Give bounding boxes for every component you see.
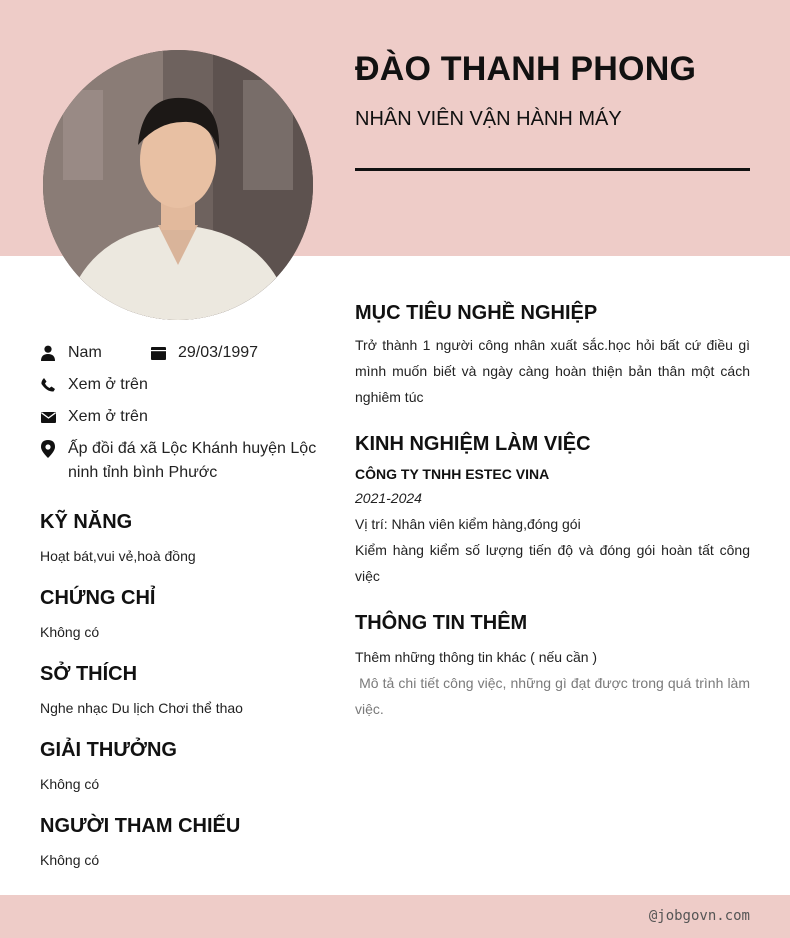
hobbies-text: Nghe nhạc Du lịch Chơi thể thao <box>40 700 243 716</box>
address-row <box>40 437 320 485</box>
experience-title: KINH NGHIỆM LÀM VIỆC <box>355 433 591 455</box>
birthdate-value: 29/03/1997 <box>178 344 259 361</box>
birthdate-row <box>150 341 258 365</box>
profile-photo <box>43 50 313 320</box>
awards-title: GIẢI THƯỞNG <box>40 739 177 761</box>
additional-line1: Thêm những thông tin khác ( nếu cần ) <box>355 649 598 665</box>
company-name: CÔNG TY TNHH ESTEC VINA <box>355 466 550 482</box>
watermark: @jobgovn.com <box>648 908 750 924</box>
gender-value: Nam <box>68 344 102 361</box>
email-row <box>40 405 148 429</box>
references-text: Không có <box>40 852 100 868</box>
address-value: Ấp đồi đá xã Lộc Khánh huyện Lộc ninh tỉnh bình Phước <box>68 440 317 481</box>
references-title: NGƯỜI THAM CHIẾU <box>40 815 241 837</box>
work-position: Vị trí: Nhân viên kiểm hàng,đóng gói <box>355 516 581 532</box>
email-value: Xem ở trên <box>68 408 148 425</box>
hobbies-title: SỞ THÍCH <box>40 663 138 685</box>
phone-icon <box>40 373 56 397</box>
title-divider <box>355 168 750 171</box>
candidate-name: ĐÀO THANH PHONG <box>355 50 697 88</box>
avatar <box>43 50 313 320</box>
skills-title: KỸ NĂNG <box>40 511 133 533</box>
skills-text: Hoạt bát,vui vẻ,hoà đồng <box>40 548 196 564</box>
certificates-text: Không có <box>40 624 100 640</box>
awards-text: Không có <box>40 776 100 792</box>
work-period: 2021-2024 <box>355 490 422 506</box>
phone-value: Xem ở trên <box>68 376 148 393</box>
additional-line2: Mô tả chi tiết công việc, những gì đạt được trong quá trình làm việc. <box>355 675 754 717</box>
location-icon <box>40 437 56 461</box>
gender-row <box>40 341 102 365</box>
calendar-icon <box>150 341 166 365</box>
email-icon <box>40 405 56 429</box>
user-icon <box>40 341 56 365</box>
work-description: Kiểm hàng kiểm số lượng tiến độ và đóng gói hoàn tất công việc <box>355 542 750 584</box>
additional-title: THÔNG TIN THÊM <box>355 612 528 634</box>
objective-title: MỤC TIÊU NGHỀ NGHIỆP <box>355 302 598 324</box>
phone-row <box>40 373 148 397</box>
certificates-title: CHỨNG CHỈ <box>40 587 156 609</box>
objective-text: Trở thành 1 người công nhân xuất sắc.học hỏi bất cứ điều gì mình muốn biết và ngày càng hoàn thiện bản thân một cách nghiêm túc <box>355 337 750 405</box>
job-title: NHÂN VIÊN VẬN HÀNH MÁY <box>355 108 622 130</box>
